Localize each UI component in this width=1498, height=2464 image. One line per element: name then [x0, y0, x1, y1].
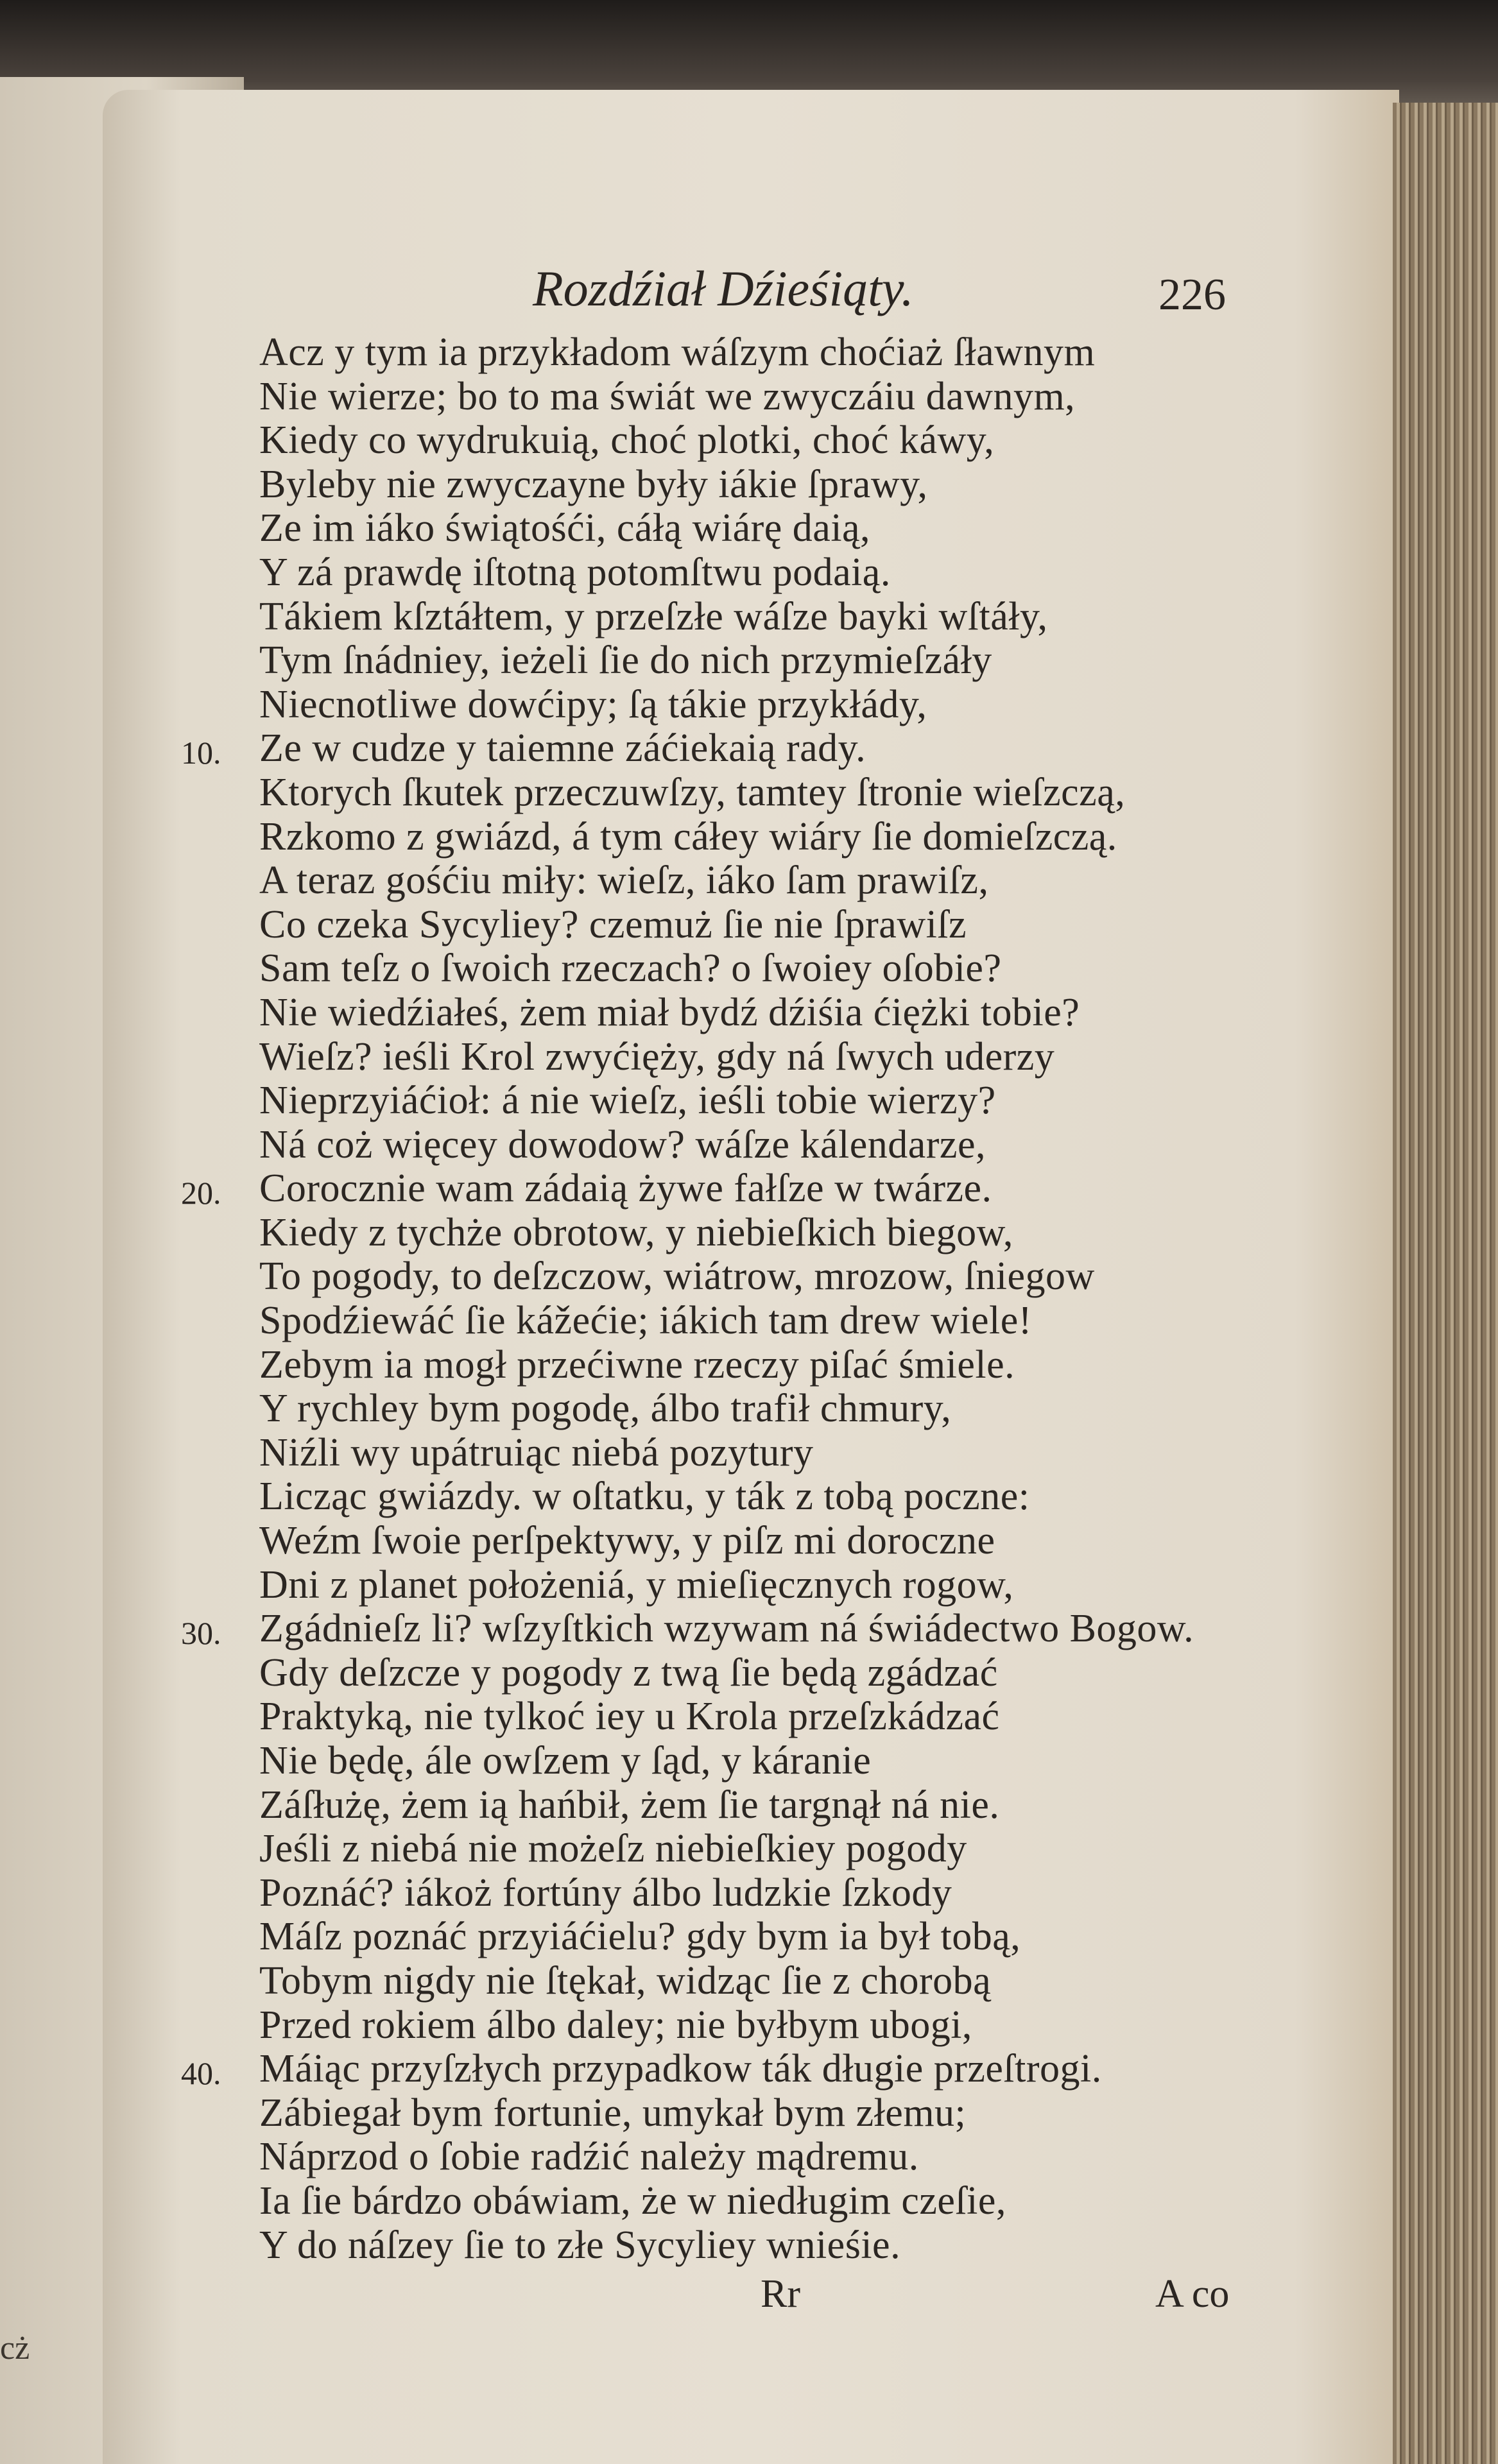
text-line: Náprzod o ſobie radźić należy mądremu.	[259, 2135, 919, 2179]
text-line: Licząc gwiázdy. w oſtatku, y ták z tobą poczne:	[259, 1475, 1030, 1519]
text-line: Spodźiewáć ſie kážećie; iákich tam drew wiele!	[259, 1299, 1032, 1343]
text-line: Y rychley bym pogodę, álbo trafił chmury,	[259, 1387, 952, 1431]
text-line: Nie wiedźiałeś, żem miał bydź dźiśia ćiężki tobie?	[259, 990, 1080, 1034]
text-line: Záſłużę, żem ią hańbił, żem ſie targnął ná nie.	[259, 1783, 1000, 1827]
text-line: Ia ſie bárdzo obáwiam, że w niedługim czeſie,	[259, 2178, 1006, 2223]
text-line: Ktorych ſkutek przeczuwſzy, tamtey ſtronie wieſzczą,	[259, 770, 1126, 814]
text-line: A teraz gośćiu miły: wieſz, iáko ſam prawiſz,	[259, 859, 989, 903]
text-line: Y do náſzey ſie to złe Sycyliey wnieśie.	[259, 2223, 901, 2267]
text-line: Tákiem kſztáłtem, y przeſzłe wáſze bayki wſtáły,	[259, 594, 1048, 638]
text-line: Kiedy co wydrukuią, choć plotki, choć káwy,	[259, 418, 995, 463]
text-line: Zgádnieſz li? wſzyſtkich wzywam ná świádectwo Bogow.	[259, 1607, 1194, 1651]
catchword: A co	[1155, 2272, 1230, 2316]
text-line: Jeśli z niebá nie możeſz niebieſkiey pogody	[259, 1827, 967, 1871]
page-edges	[1393, 103, 1498, 2464]
text-line: Przed rokiem álbo daley; nie byłbym ubogi,	[259, 2003, 972, 2047]
text-line: Tym ſnádniey, ieżeli ſie do nich przymieſzáły	[259, 638, 992, 683]
text-line: Byleby nie zwyczayne były iákie ſprawy,	[259, 462, 928, 506]
text-line: Niźli wy upátruiąc niebá pozytury	[259, 1430, 814, 1475]
text-line: Weźm ſwoie perſpektywy, y piſz mi doroczne	[259, 1519, 995, 1563]
text-line: Corocznie wam zádaią żywe fałſze w twárze.	[259, 1167, 992, 1211]
poem-text	[259, 330, 1194, 2267]
line-number: 40.	[181, 2055, 221, 2092]
text-line: Nie będę, ále owſzem y ſąd, y káranie	[259, 1739, 872, 1783]
line-number: 20.	[181, 1175, 221, 1211]
text-line: Zábiegał bym fortunie, umykał bym złemu;	[259, 2091, 967, 2135]
text-line: Wieſz? ieśli Krol zwyćięży, gdy ná ſwych uderzy	[259, 1034, 1055, 1079]
text-line: Gdy deſzcze y pogody z twą ſie będą zgádzać	[259, 1650, 998, 1695]
text-line: Ze w cudze y taiemne záćiekaią rady.	[259, 726, 866, 771]
text-line: Kiedy z tychże obrotow, y niebieſkich biegow,	[259, 1210, 1013, 1254]
text-line: Nie wierze; bo to ma świát we zwyczáiu dawnym,	[259, 374, 1076, 418]
text-line: Rzkomo z gwiázd, á tym cáłey wiáry ſie domieſzczą.	[259, 814, 1117, 859]
text-line: Dni z planet położeniá, y mieſięcznych rogow,	[259, 1562, 1014, 1607]
text-line: Zebym ia mogł przećiwne rzeczy piſać śmiele.	[259, 1342, 1015, 1387]
page-number: 226	[1158, 270, 1226, 320]
text-line: To pogody, to deſzczow, wiátrow, mrozow, ſniegow	[259, 1254, 1095, 1299]
text-line: Y zá prawdę iſtotną potomſtwu podaią.	[259, 550, 891, 594]
text-line: Acz y tym ia przykładom wáſzym choćiaż ſławnym	[259, 330, 1096, 374]
left-page-text-fragment: cż	[0, 2330, 30, 2366]
text-line: Co czeka Sycyliey? czemuż ſie nie ſprawiſz	[259, 902, 967, 946]
running-title: Rozdźiał Dźieśiąty.	[533, 261, 914, 316]
text-line: Tobym nigdy nie ſtękał, widząc ſie z chorobą	[259, 1958, 992, 2003]
line-number: 30.	[181, 1615, 221, 1652]
line-number: 10.	[181, 735, 221, 771]
text-line: Ze im iáko świątośći, cáłą wiárę daią,	[259, 506, 871, 551]
text-line: Máiąc przyſzłych przypadkow ták długie przeſtrogi.	[259, 2047, 1102, 2091]
text-line: Sam teſz o ſwoich rzeczach? o ſwoiey oſobie?	[259, 946, 1002, 991]
text-line: Poznáć? iákoż fortúny álbo ludzkie ſzkody	[259, 1870, 952, 1915]
text-line: Máſz poznáć przyiáćielu? gdy bym ia był tobą,	[259, 1915, 1021, 1959]
signature-mark: Rr	[761, 2272, 800, 2316]
text-line: Praktyką, nie tylkoć iey u Krola przeſzkádzać	[259, 1695, 1000, 1739]
text-line: Ná coż więcey dowodow? wáſze kálendarze,	[259, 1122, 986, 1167]
text-line: Niecnotliwe dowćipy; ſą tákie przykłády,	[259, 682, 927, 726]
text-line: Nieprzyiáćioł: á nie wieſz, ieśli tobie wierzy?	[259, 1079, 996, 1123]
